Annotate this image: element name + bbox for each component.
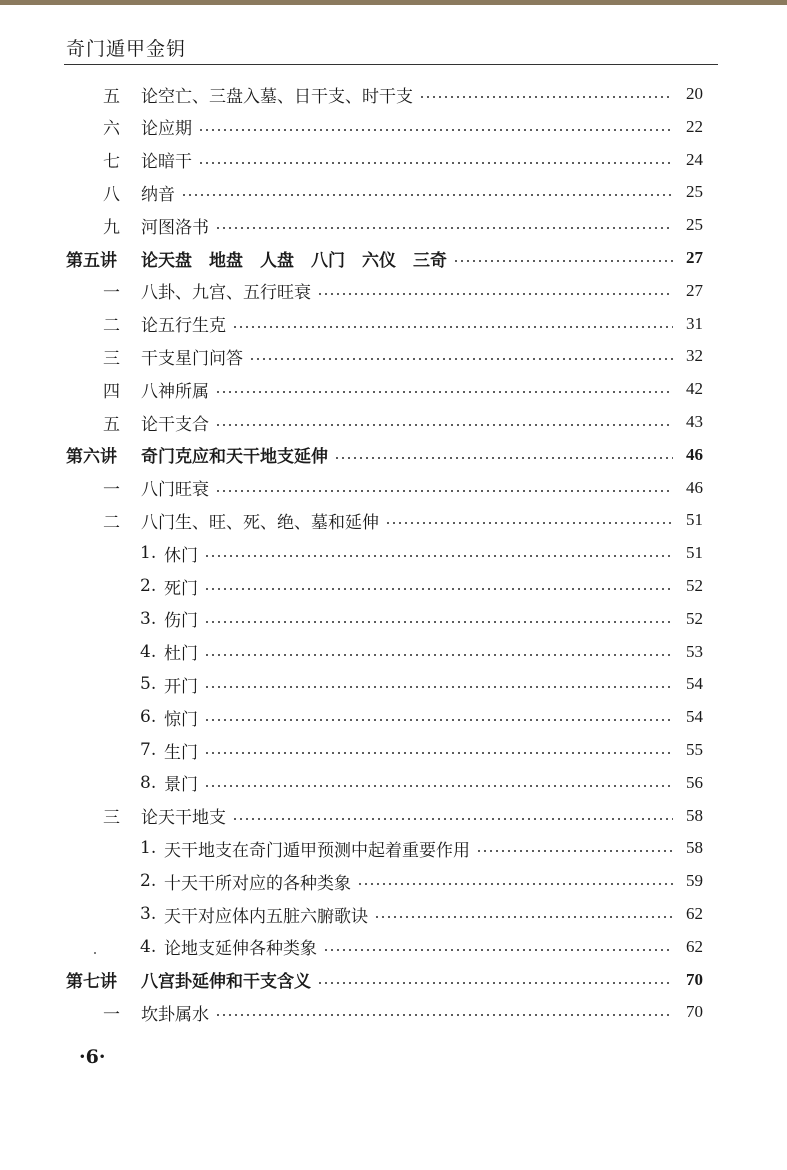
toc-entry-page: 25 — [686, 215, 703, 235]
toc-entry-page: 70 — [686, 969, 703, 989]
toc-section-entry — [103, 472, 703, 504]
toc-entry-title: 天干地支在奇门遁甲预测中起着重要作用 — [164, 840, 470, 861]
toc-entry-page: 46 — [686, 477, 703, 497]
toc-entry-title: 生门 — [164, 742, 198, 763]
toc-entry-page: 54 — [686, 707, 703, 727]
toc-subsection-entry — [140, 570, 703, 602]
toc-entry-number: 4. — [140, 641, 157, 662]
toc-leader-dots — [374, 916, 673, 918]
toc-entry-title: 论五行生克 — [141, 316, 226, 337]
toc-leader-dots — [249, 358, 673, 360]
toc-entry-title: 坎卦属水 — [141, 1004, 209, 1025]
toc-entry-number: 二 — [103, 316, 120, 337]
toc-entry-title: 杜门 — [164, 644, 198, 665]
toc-entry-title: 景门 — [164, 775, 198, 796]
toc-entry-number: 三 — [103, 808, 120, 829]
toc-leader-dots — [357, 883, 673, 885]
toc-entry-page: 27 — [686, 248, 703, 267]
toc-entry-page: 42 — [686, 379, 703, 399]
toc-leader-dots — [215, 424, 673, 426]
toc-subsection-entry — [140, 636, 703, 668]
toc-chapter-entry — [66, 964, 703, 996]
toc-leader-dots — [181, 194, 673, 196]
toc-entry-number: 二 — [103, 512, 120, 533]
toc-section-entry — [103, 308, 703, 340]
toc-entry-number: 一 — [103, 1004, 120, 1025]
toc-section-entry — [103, 406, 703, 438]
toc-entry-number: 1. — [140, 838, 157, 859]
toc-entry-number: 第五讲 — [66, 250, 117, 271]
toc-entry-title: 八神所属 — [141, 381, 209, 402]
toc-entry-page: 46 — [686, 444, 703, 464]
toc-entry-title: 论干支合 — [141, 414, 209, 435]
toc-entry-page: 62 — [686, 936, 703, 956]
toc-entry-page: 22 — [686, 116, 703, 136]
toc-entry-title: 天干对应体内五脏六腑歌诀 — [164, 906, 368, 927]
toc-leader-dots — [198, 129, 673, 131]
toc-section-entry — [103, 504, 703, 536]
running-header-title: 奇门遁甲金钥 — [66, 38, 187, 60]
toc-leader-dots — [204, 686, 673, 688]
toc-entry-number: 一 — [103, 480, 120, 501]
toc-leader-dots — [419, 96, 673, 98]
toc-entry-number: 五 — [103, 414, 120, 435]
toc-entry-title: 论空亡、三盘入墓、日干支、时干支 — [141, 86, 413, 107]
toc-section-entry — [103, 996, 703, 1028]
toc-leader-dots — [215, 227, 673, 229]
toc-leader-dots — [204, 785, 673, 787]
toc-subsection-entry — [140, 767, 703, 799]
page-top-border — [0, 0, 787, 5]
toc-subsection-entry — [140, 734, 703, 766]
toc-entry-title: 死门 — [164, 578, 198, 599]
toc-entry-page: 52 — [686, 608, 703, 628]
toc-section-entry — [103, 275, 703, 307]
toc-entry-title: 论天盘 地盘 人盘 八门 六仪 三奇 — [141, 250, 447, 271]
toc-entry-title: 论暗干 — [141, 152, 192, 173]
toc-entry-number: 3. — [140, 608, 157, 629]
toc-entry-number: 七 — [103, 152, 120, 173]
toc-subsection-entry — [140, 668, 703, 700]
toc-entry-page: 20 — [686, 84, 703, 103]
toc-entry-page: 43 — [686, 412, 703, 431]
toc-chapter-entry — [66, 439, 703, 471]
toc-entry-page: 27 — [686, 280, 703, 300]
toc-leader-dots — [476, 850, 673, 852]
toc-entry-number: 2. — [140, 576, 157, 596]
toc-entry-number: 九 — [103, 217, 120, 238]
toc-leader-dots — [204, 621, 673, 623]
toc-entry-title: 纳音 — [141, 184, 175, 205]
toc-entry-page: 52 — [686, 576, 703, 595]
toc-subsection-entry — [140, 898, 703, 930]
toc-entry-title: 论地支延伸各种类象 — [164, 939, 317, 960]
toc-entry-number: 一 — [103, 283, 120, 304]
toc-entry-number: 四 — [103, 381, 120, 402]
toc-leader-dots — [232, 818, 673, 820]
toc-entry-title: 八门生、旺、死、绝、墓和延伸 — [141, 512, 379, 533]
page-number: ·6· — [79, 1046, 106, 1068]
toc-entry-number: 五 — [103, 86, 120, 107]
toc-leader-dots — [453, 260, 673, 262]
toc-subsection-entry — [140, 865, 703, 897]
toc-entry-title: 论应期 — [141, 119, 192, 140]
toc-entry-page: 59 — [686, 871, 703, 891]
toc-leader-dots — [385, 522, 673, 524]
toc-entry-title: 伤门 — [164, 611, 198, 632]
toc-section-entry — [103, 340, 703, 372]
toc-entry-title: 八宫卦延伸和干支含义 — [141, 972, 311, 993]
toc-entry-page: 55 — [686, 740, 703, 759]
toc-entry-title: 开门 — [164, 676, 198, 697]
toc-leader-dots — [204, 555, 673, 557]
toc-entry-page: 51 — [686, 543, 703, 563]
toc-leader-dots — [323, 949, 673, 951]
toc-leader-dots — [204, 654, 673, 656]
toc-entry-page: 31 — [686, 313, 703, 333]
toc-entry-title: 休门 — [164, 545, 198, 566]
toc-entry-page: 54 — [686, 674, 703, 694]
toc-leader-dots — [317, 982, 673, 984]
toc-entry-number: 八 — [103, 184, 120, 205]
toc-entry-page: 53 — [686, 641, 703, 661]
toc-leader-dots — [215, 1014, 673, 1016]
toc-entry-title: 奇门克应和天干地支延伸 — [141, 447, 328, 468]
toc-subsection-entry — [140, 603, 703, 635]
toc-subsection-entry — [140, 931, 703, 963]
toc-section-entry — [103, 78, 703, 110]
toc-leader-dots — [317, 293, 673, 295]
toc-section-entry — [103, 111, 703, 143]
toc-leader-dots — [204, 588, 673, 590]
toc-entry-number: 六 — [103, 119, 120, 140]
toc-entry-page: 25 — [686, 182, 703, 202]
toc-entry-number: 6. — [140, 707, 157, 728]
toc-section-entry — [103, 373, 703, 405]
toc-leader-dots — [204, 719, 673, 721]
toc-entry-title: 八门旺衰 — [141, 480, 209, 501]
toc-entry-page: 32 — [686, 346, 703, 366]
toc-section-entry — [103, 800, 703, 832]
toc-entry-page: 70 — [686, 1002, 703, 1022]
toc-entry-page: 62 — [686, 904, 703, 923]
toc-entry-page: 58 — [686, 838, 703, 858]
header-rule — [64, 64, 718, 65]
toc-subsection-entry — [140, 832, 703, 864]
toc-entry-number: 8. — [140, 772, 157, 793]
toc-leader-dots — [198, 162, 673, 164]
toc-entry-page: 56 — [686, 772, 703, 792]
toc-entry-number: 2. — [140, 871, 157, 892]
scan-speck — [94, 952, 96, 954]
toc-entry-title: 惊门 — [164, 709, 198, 730]
toc-section-entry — [103, 209, 703, 241]
toc-leader-dots — [215, 391, 673, 393]
toc-subsection-entry — [140, 701, 703, 733]
toc-section-entry — [103, 144, 703, 176]
toc-leader-dots — [204, 752, 673, 754]
toc-leader-dots — [232, 326, 673, 328]
toc-section-entry — [103, 176, 703, 208]
toc-entry-title: 干支星门问答 — [141, 348, 243, 369]
toc-entry-number: 1. — [140, 543, 157, 564]
toc-subsection-entry — [140, 537, 703, 569]
toc-entry-page: 58 — [686, 805, 703, 825]
toc-entry-number: 第七讲 — [66, 972, 117, 993]
toc-entry-number: 4. — [140, 936, 157, 957]
toc-entry-number: 三 — [103, 348, 120, 369]
toc-entry-title: 十天干所对应的各种类象 — [164, 873, 351, 894]
toc-entry-number: 5. — [140, 674, 157, 695]
toc-entry-title: 河图洛书 — [141, 217, 209, 238]
toc-entry-title: 八卦、九宫、五行旺衰 — [141, 283, 311, 304]
toc-entry-page: 24 — [686, 149, 703, 169]
toc-entry-number: 7. — [140, 740, 157, 760]
toc-leader-dots — [215, 490, 673, 492]
toc-chapter-entry — [66, 242, 703, 274]
toc-entry-page: 51 — [686, 510, 703, 530]
toc-entry-number: 第六讲 — [66, 447, 117, 468]
toc-leader-dots — [334, 457, 673, 459]
toc-entry-title: 论天干地支 — [141, 808, 226, 829]
toc-entry-number: 3. — [140, 904, 157, 924]
